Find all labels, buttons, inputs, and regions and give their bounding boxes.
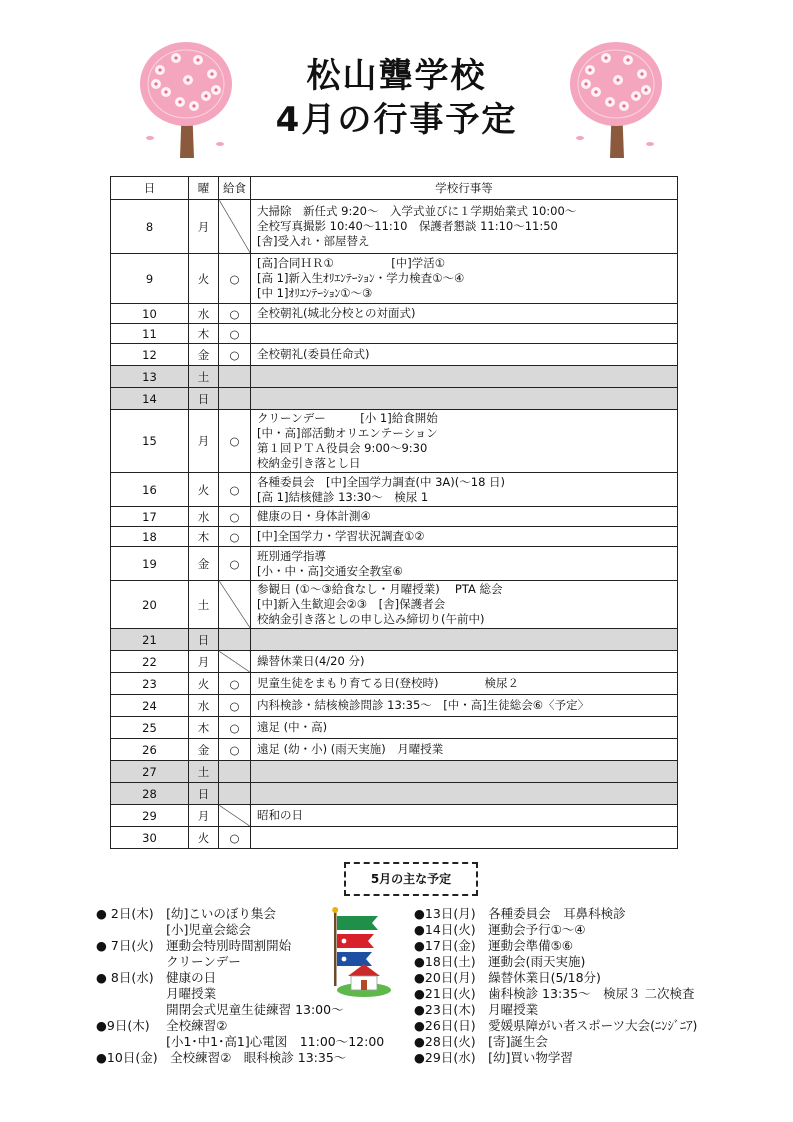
table-row: [111, 388, 678, 410]
events-cell: [251, 827, 678, 849]
weekday-cell: 月: [189, 805, 219, 827]
event-line: 各種委員会 [中]全国学力調査(中 3A)(～18 日): [257, 474, 506, 489]
may-event: 運動会(雨天実施): [488, 954, 586, 969]
event-line: [高 1]結核健診 13:30～ 検尿 1: [257, 489, 429, 504]
may-event: [幼]買い物学習: [488, 1050, 573, 1065]
lunch-cell: ○: [219, 344, 251, 366]
no-lunch-cell: [219, 388, 251, 410]
may-list-item: [96, 1018, 416, 1050]
header-lunch: 給食: [219, 177, 251, 200]
day-cell: 8: [111, 200, 189, 254]
lunch-cell: ○: [219, 717, 251, 739]
events-cell: [251, 304, 678, 324]
weekday-cell: 火: [189, 254, 219, 304]
no-lunch-cell: [219, 629, 251, 651]
weekday-cell: 金: [189, 739, 219, 761]
day-cell: 19: [111, 547, 189, 581]
may-date: ● 7日(火): [96, 938, 167, 953]
day-cell: 16: [111, 473, 189, 507]
title-line-1: 松山聾学校: [306, 56, 487, 96]
weekday-cell: 木: [189, 717, 219, 739]
day-cell: 25: [111, 717, 189, 739]
weekday-cell: 土: [189, 366, 219, 388]
event-line: [中・高]部活動オリエンテーション: [257, 426, 438, 440]
event-line: 遠足 (幼・小) (雨天実施) 月曜授業: [257, 742, 444, 756]
may-list-item: [414, 922, 744, 938]
day-cell: 23: [111, 673, 189, 695]
may-list-item: [414, 938, 744, 954]
may-event: [小]児童会総会: [166, 922, 251, 937]
event-line: 遠足 (中・高): [257, 720, 328, 734]
event-line: [中]新入生歓迎会②③ [舎]保護者会: [257, 597, 446, 611]
may-date: ●9日(木): [96, 1018, 167, 1033]
event-line: [高 1]新入生ｵﾘｴﾝﾃｰｼｮﾝ・学力検査①～④: [257, 271, 465, 285]
day-cell: 9: [111, 254, 189, 304]
events-cell: [251, 388, 678, 410]
may-event: 運動会準備⑤⑥: [488, 938, 573, 953]
table-row: [111, 507, 678, 527]
title-line-2: 4月の行事予定: [275, 100, 518, 140]
event-line: 第１回ＰＴＡ役員会 9:00～9:30: [257, 441, 428, 455]
may-event: [小1･中1･高1]心電図 11:00～12:00: [166, 1034, 385, 1049]
may-event: [寄]誕生会: [488, 1034, 548, 1049]
weekday-cell: 月: [189, 410, 219, 473]
event-line: 健康の日・身体計測④: [257, 509, 371, 523]
may-list-item: [414, 986, 744, 1002]
event-line: 昭和の日: [257, 808, 303, 822]
weekday-cell: 水: [189, 695, 219, 717]
event-line: 全校朝礼(城北分校との対面式): [257, 306, 416, 320]
header-weekday: 曜: [189, 177, 219, 200]
schedule-table: [110, 176, 678, 849]
events-cell: [251, 324, 678, 344]
may-event: [幼]こいのぼり集会: [166, 906, 276, 921]
table-row: [111, 805, 678, 827]
weekday-cell: 火: [189, 827, 219, 849]
may-event: 健康の日: [166, 970, 217, 985]
may-date: ●18日(土): [414, 954, 489, 969]
table-row: [111, 717, 678, 739]
day-cell: 21: [111, 629, 189, 651]
may-event: 運動会予行①～④: [488, 922, 586, 937]
weekday-cell: 水: [189, 507, 219, 527]
lunch-cell: ○: [219, 739, 251, 761]
lunch-cell: ○: [219, 827, 251, 849]
lunch-cell: ○: [219, 410, 251, 473]
event-line: 校納金引き落としの申し込み締切り(午前中): [257, 612, 485, 626]
weekday-cell: 日: [189, 629, 219, 651]
weekday-cell: 日: [189, 388, 219, 410]
table-row: [111, 366, 678, 388]
may-event: 各種委員会 耳鼻科検診: [488, 906, 626, 921]
no-lunch-cell: [219, 783, 251, 805]
day-cell: 26: [111, 739, 189, 761]
event-line: [高]合同ＨＲ① [中]学活①: [257, 256, 446, 270]
may-date: ●21日(火): [414, 986, 489, 1001]
may-list-item: [96, 1050, 416, 1066]
events-cell: [251, 581, 678, 629]
no-lunch-cell: [219, 651, 251, 673]
may-list-item: [414, 1050, 744, 1066]
may-event: 月曜授業: [166, 986, 217, 1001]
table-row: [111, 783, 678, 805]
events-cell: [251, 366, 678, 388]
events-cell: [251, 254, 678, 304]
event-line: 校納金引き落とし日: [257, 456, 361, 470]
event-line: 全校朝礼(委員任命式): [257, 347, 370, 361]
no-lunch-cell: [219, 761, 251, 783]
may-event: 繰替休業日(5/18分): [488, 970, 601, 985]
may-event: 愛媛県障がい者スポーツ大会(ﾆﾝｼﾞﾆｱ): [488, 1018, 698, 1033]
no-lunch-cell: [219, 581, 251, 629]
koinobori-icon: [326, 906, 392, 998]
may-list-item: [414, 954, 744, 970]
weekday-cell: 金: [189, 344, 219, 366]
table-row: [111, 527, 678, 547]
no-lunch-cell: [219, 366, 251, 388]
event-line: 内科検診・結核検診問診 13:35～ [中・高]生徒総会⑥〈予定〉: [257, 698, 590, 712]
day-cell: 10: [111, 304, 189, 324]
day-cell: 11: [111, 324, 189, 344]
weekday-cell: 金: [189, 547, 219, 581]
table-row: [111, 324, 678, 344]
events-cell: [251, 507, 678, 527]
may-event: 開閉会式児童生徒練習 13:00～: [166, 1002, 344, 1017]
events-cell: [251, 783, 678, 805]
no-lunch-cell: [219, 200, 251, 254]
lunch-cell: ○: [219, 507, 251, 527]
table-row: [111, 473, 678, 507]
day-cell: 27: [111, 761, 189, 783]
lunch-cell: ○: [219, 324, 251, 344]
table-row: [111, 629, 678, 651]
table-row: [111, 761, 678, 783]
may-date: ●23日(木): [414, 1002, 489, 1017]
events-cell: [251, 761, 678, 783]
weekday-cell: 土: [189, 581, 219, 629]
may-event: 運動会特別時間割開始: [166, 938, 292, 953]
events-cell: [251, 695, 678, 717]
lunch-cell: ○: [219, 695, 251, 717]
weekday-cell: 水: [189, 304, 219, 324]
may-list-item: [414, 970, 744, 986]
event-line: [中]全国学力・学習状況調査①②: [257, 529, 425, 543]
events-cell: [251, 527, 678, 547]
event-line: [小・中・高]交通安全教室⑥: [257, 563, 403, 578]
may-date: ●17日(金): [414, 938, 489, 953]
day-cell: 14: [111, 388, 189, 410]
events-cell: [251, 739, 678, 761]
events-cell: [251, 651, 678, 673]
weekday-cell: 火: [189, 473, 219, 507]
may-date: ●10日(金): [96, 1050, 171, 1065]
table-row: [111, 410, 678, 473]
may-list-item: [414, 1034, 744, 1050]
events-cell: [251, 200, 678, 254]
lunch-cell: ○: [219, 254, 251, 304]
event-line: [中 1]ｵﾘｴﾝﾃｰｼｮﾝ①～③: [257, 286, 373, 300]
event-line: 繰替休業日(4/20 分): [257, 654, 365, 668]
lunch-cell: ○: [219, 473, 251, 507]
day-cell: 29: [111, 805, 189, 827]
may-date: ●26日(日): [414, 1018, 489, 1033]
no-lunch-cell: [219, 805, 251, 827]
events-cell: [251, 673, 678, 695]
weekday-cell: 木: [189, 324, 219, 344]
may-schedule-right: [414, 906, 744, 1066]
may-date: ● 2日(木): [96, 906, 167, 921]
header-day: 日: [111, 177, 189, 200]
table-row: [111, 200, 678, 254]
header-events: 学校行事等: [251, 177, 678, 200]
event-line: 大掃除 新任式 9:20～ 入学式並びに１学期始業式 10:00～: [257, 204, 577, 218]
lunch-cell: ○: [219, 547, 251, 581]
day-cell: 17: [111, 507, 189, 527]
table-row: [111, 254, 678, 304]
event-line: [舎]受入れ・部屋替え: [257, 234, 370, 248]
may-date: ●20日(月): [414, 970, 489, 985]
table-row: [111, 304, 678, 324]
day-cell: 18: [111, 527, 189, 547]
day-cell: 22: [111, 651, 189, 673]
event-line: クリーンデー [小 1]給食開始: [257, 411, 438, 425]
events-cell: [251, 473, 678, 507]
event-line: 班別通学指導: [257, 548, 326, 563]
day-cell: 15: [111, 410, 189, 473]
events-cell: [251, 717, 678, 739]
events-cell: [251, 547, 678, 581]
events-cell: [251, 344, 678, 366]
day-cell: 12: [111, 344, 189, 366]
day-cell: 24: [111, 695, 189, 717]
day-cell: 20: [111, 581, 189, 629]
day-cell: 28: [111, 783, 189, 805]
events-cell: [251, 805, 678, 827]
weekday-cell: 月: [189, 651, 219, 673]
may-date: ●14日(火): [414, 922, 489, 937]
table-row: [111, 827, 678, 849]
event-line: 全校写真撮影 10:40～11:10 保護者懇談 11:10～11:50: [257, 219, 558, 233]
may-event: 全校練習②: [166, 1018, 228, 1033]
weekday-cell: 日: [189, 783, 219, 805]
page-title: [0, 54, 793, 142]
may-date: ● 8日(水): [96, 970, 167, 985]
may-list-item: [414, 906, 744, 922]
may-date: ●29日(水): [414, 1050, 489, 1065]
table-row: [111, 547, 678, 581]
may-event: 歯科検診 13:35～ 検尿３ 二次検査: [488, 986, 695, 1001]
may-list-item: [414, 1018, 744, 1034]
event-line: 参観日 (①～③給食なし・月曜授業) PTA 総会: [257, 582, 503, 596]
may-event: 全校練習② 眼科検診 13:35～: [170, 1050, 347, 1065]
table-row: [111, 581, 678, 629]
day-cell: 13: [111, 366, 189, 388]
weekday-cell: 火: [189, 673, 219, 695]
lunch-cell: ○: [219, 527, 251, 547]
weekday-cell: 月: [189, 200, 219, 254]
day-cell: 30: [111, 827, 189, 849]
lunch-cell: ○: [219, 304, 251, 324]
table-header-row: [111, 177, 678, 200]
weekday-cell: 木: [189, 527, 219, 547]
may-date: ●13日(月): [414, 906, 489, 921]
may-schedule-heading: 5月の主な予定: [344, 862, 478, 896]
table-row: [111, 344, 678, 366]
weekday-cell: 土: [189, 761, 219, 783]
table-row: [111, 695, 678, 717]
may-list-item: [414, 1002, 744, 1018]
events-cell: [251, 410, 678, 473]
may-event: クリーンデー: [166, 954, 241, 969]
lunch-cell: ○: [219, 673, 251, 695]
table-row: [111, 651, 678, 673]
may-event: 月曜授業: [488, 1002, 539, 1017]
event-line: 児童生徒をまもり育てる日(登校時) 検尿２: [257, 676, 519, 690]
events-cell: [251, 629, 678, 651]
may-date: ●28日(火): [414, 1034, 489, 1049]
table-row: [111, 673, 678, 695]
table-row: [111, 739, 678, 761]
